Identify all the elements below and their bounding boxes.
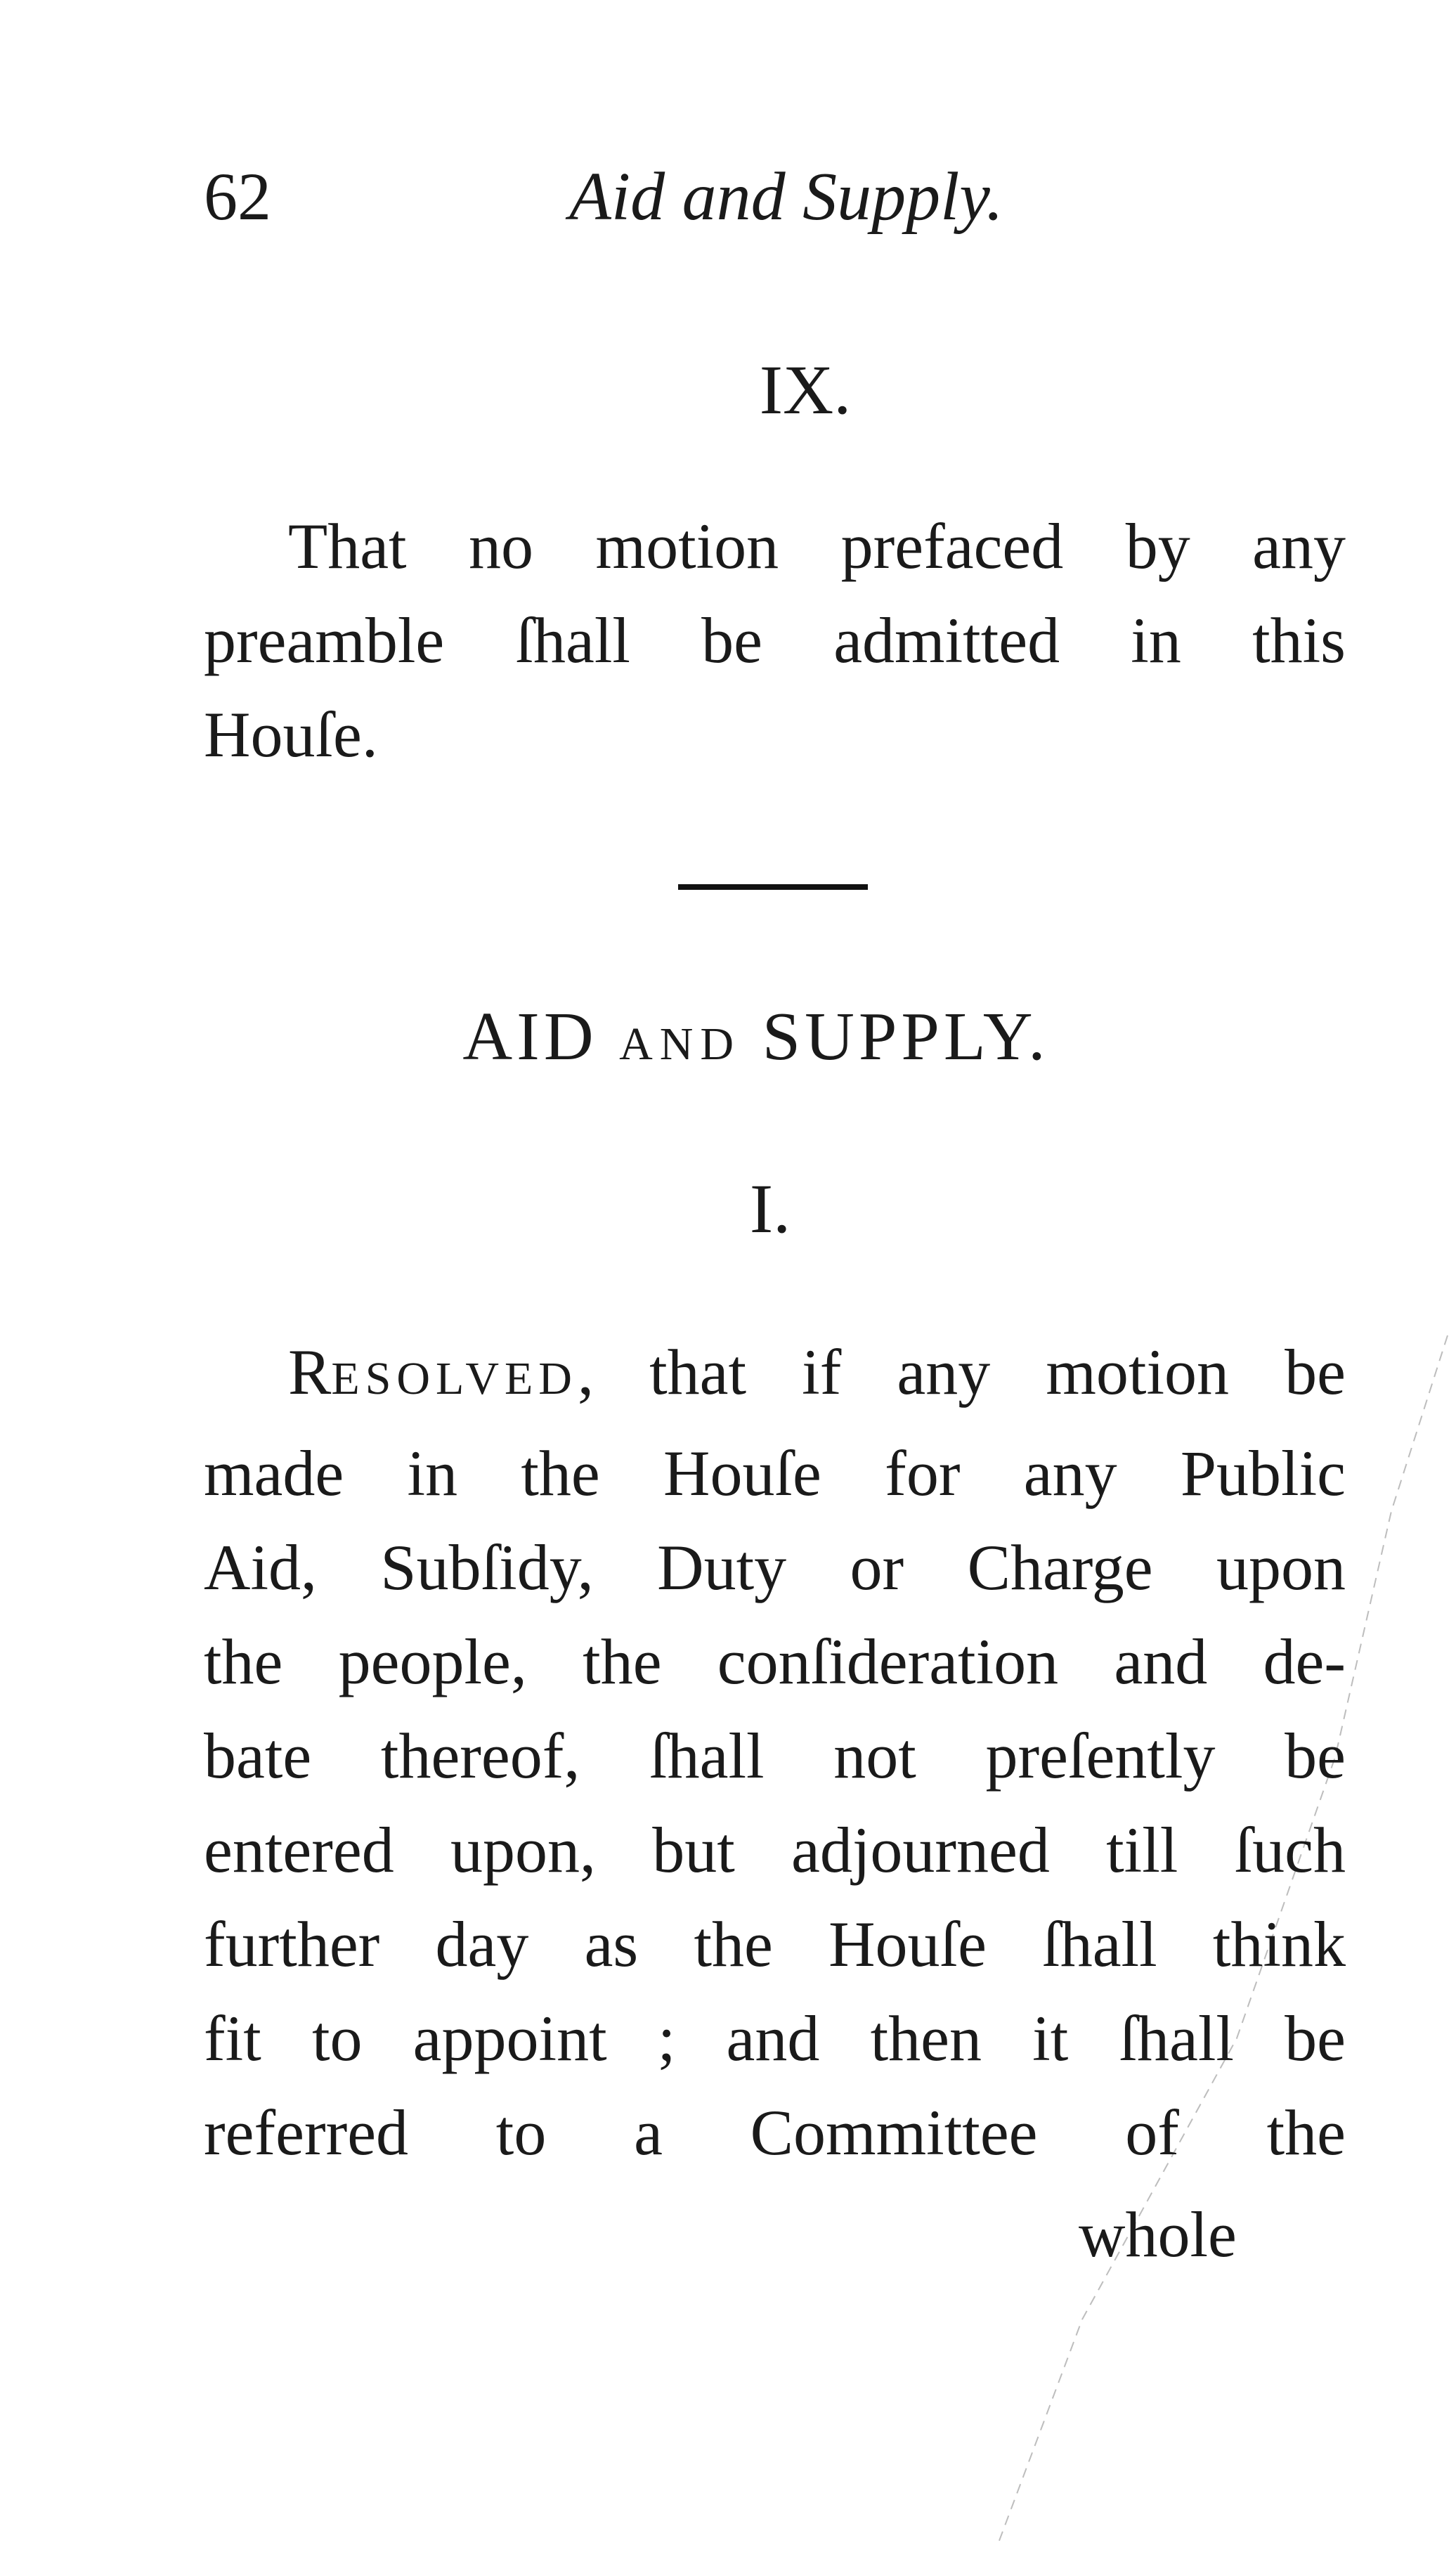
section-title bbox=[28, 991, 1456, 1090]
paragraph-ix bbox=[204, 499, 1346, 782]
resolved-initial: R bbox=[288, 1336, 332, 1408]
paragraph-line bbox=[204, 1325, 1346, 1426]
section-divider-rule bbox=[678, 884, 868, 890]
paragraph-line: Houſe. bbox=[204, 699, 378, 770]
paragraph-line: fit to appoint ; and then it ſhall be bbox=[204, 2002, 1346, 2074]
paragraph-i bbox=[204, 1325, 1346, 2180]
paragraph-line-text: , that if any motion be bbox=[577, 1336, 1346, 1408]
page-number: 62 bbox=[204, 159, 271, 234]
section-numeral-i: I. bbox=[749, 1170, 791, 1248]
paragraph-line: entered upon, but adjourned till ſuch bbox=[204, 1814, 1346, 1886]
paragraph-line: referred to a Committee of the bbox=[204, 2097, 1346, 2168]
paragraph-line: bate thereof, ſhall not preſently be bbox=[204, 1720, 1346, 1792]
catchword: whole bbox=[1079, 2199, 1237, 2270]
section-numeral-ix: IX. bbox=[759, 351, 852, 429]
resolved-smallcaps: ESOLVED bbox=[331, 1353, 578, 1404]
paragraph-line: That no motion prefaced by any bbox=[288, 510, 1346, 582]
section-title-word: AND bbox=[619, 1018, 741, 1070]
paragraph-line: made in the Houſe for any Public bbox=[204, 1437, 1346, 1509]
paragraph-line: preamble ſhall be admitted in this bbox=[204, 604, 1346, 676]
section-title-word: SUPPLY. bbox=[762, 999, 1050, 1075]
running-title: Aid and Supply. bbox=[569, 159, 1003, 235]
section-title-word: AID bbox=[462, 999, 598, 1075]
paragraph-line: further day as the Houſe ſhall think bbox=[204, 1908, 1346, 1980]
paragraph-line: the people, the conſideration and de- bbox=[204, 1626, 1346, 1697]
paragraph-line: Aid, Subſidy, Duty or Charge upon bbox=[204, 1532, 1346, 1603]
running-head bbox=[204, 151, 1082, 242]
